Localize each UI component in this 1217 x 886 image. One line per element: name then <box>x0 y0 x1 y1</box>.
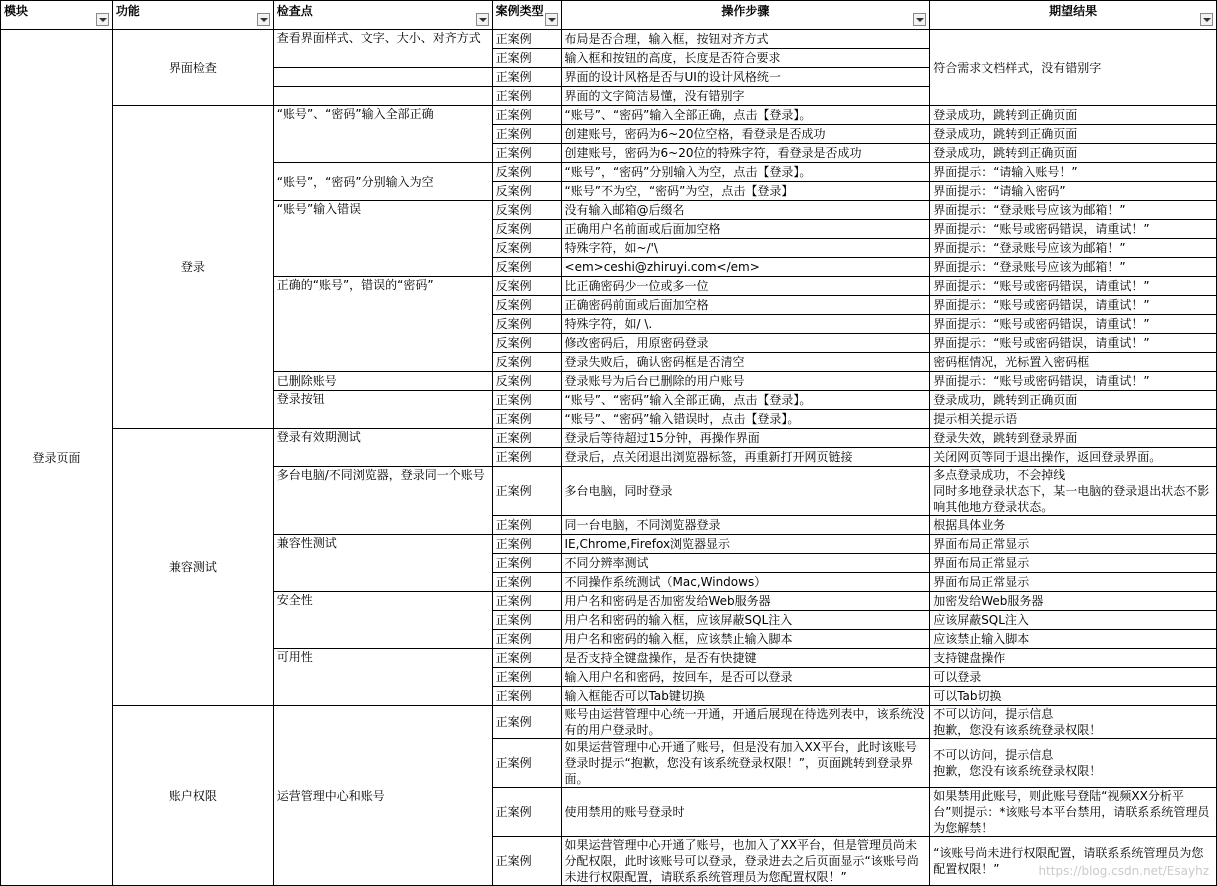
step-cell[interactable]: 不同操作系统测试（Mac,Windows） <box>561 573 930 592</box>
header-expected: 期望结果 <box>930 1 1217 30</box>
check-cell[interactable]: 安全性 <box>273 592 492 649</box>
type-cell[interactable]: 正案例 <box>492 144 561 163</box>
filter-dropdown-icon[interactable] <box>1200 13 1213 26</box>
step-cell[interactable]: 创建账号，密码为6~20位空格，看登录是否成功 <box>561 125 930 144</box>
check-cell[interactable]: 运营管理中心和账号 <box>273 706 492 886</box>
module-cell[interactable]: 登录页面 <box>1 30 113 886</box>
step-cell[interactable]: 没有输入邮箱@后缀名 <box>561 201 930 220</box>
expected-cell[interactable]: 提示相关提示语 <box>930 410 1217 429</box>
type-cell[interactable]: 正案例 <box>492 554 561 573</box>
step-cell[interactable]: 登录失败后，确认密码框是否清空 <box>561 353 930 372</box>
expected-cell[interactable]: 关闭网页等同于退出操作，返回登录界面。 <box>930 448 1217 467</box>
type-cell[interactable]: 正案例 <box>492 429 561 448</box>
expected-cell[interactable]: 登录成功，跳转到正确页面 <box>930 144 1217 163</box>
filter-dropdown-icon[interactable] <box>545 13 558 26</box>
check-cell[interactable] <box>273 68 492 87</box>
filter-dropdown-icon[interactable] <box>257 13 270 26</box>
type-cell[interactable]: 正案例 <box>492 649 561 668</box>
header-module: 模块 <box>1 1 113 30</box>
expected-cell[interactable]: 界面提示：“账号或密码错误，请重试！” <box>930 334 1217 353</box>
step-cell[interactable]: 如果运营管理中心开通了账号，但是没有加入XX平台，此时该账号登录时提示“抱歉，您没有该系统登录权限！”，页面跳转到登录界面。 <box>561 739 930 788</box>
type-cell[interactable]: 反案例 <box>492 220 561 239</box>
header-steps: 操作步骤 <box>561 1 930 30</box>
expected-cell[interactable]: 界面提示：“登录账号应该为邮箱！” <box>930 258 1217 277</box>
expected-cell[interactable]: 界面提示：“登录账号应该为邮箱！” <box>930 239 1217 258</box>
expected-cell[interactable]: 登录成功，跳转到正确页面 <box>930 391 1217 410</box>
check-cell[interactable]: 正确的“账号”，错误的“密码” <box>273 277 492 372</box>
type-cell[interactable]: 正案例 <box>492 611 561 630</box>
type-cell[interactable]: 正案例 <box>492 391 561 410</box>
step-cell[interactable]: 用户名和密码的输入框，应该屏蔽SQL注入 <box>561 611 930 630</box>
step-cell[interactable]: 创建账号，密码为6~20位的特殊字符，看登录是否成功 <box>561 144 930 163</box>
filter-dropdown-icon[interactable] <box>96 13 109 26</box>
check-cell[interactable]: “账号”、“密码”输入全部正确 <box>273 106 492 163</box>
expected-cell[interactable]: 登录成功，跳转到正确页面 <box>930 125 1217 144</box>
step-cell[interactable]: “账号”不为空，“密码”为空，点击【登录】 <box>561 182 930 201</box>
expected-cell[interactable]: 界面提示：“请输入账号！” <box>930 163 1217 182</box>
step-cell[interactable]: 输入框能否可以Tab键切换 <box>561 687 930 706</box>
check-cell[interactable]: 多台电脑/不同浏览器，登录同一个账号 <box>273 467 492 535</box>
expected-cell[interactable]: 界面提示：“账号或密码错误，请重试！” <box>930 372 1217 391</box>
expected-cell[interactable]: 登录失效，跳转到登录界面 <box>930 429 1217 448</box>
step-cell[interactable]: “账号”、“密码”输入全部正确，点击【登录】。 <box>561 106 930 125</box>
type-cell[interactable]: 反案例 <box>492 334 561 353</box>
type-cell[interactable]: 正案例 <box>492 410 561 429</box>
step-cell[interactable]: 如果运营管理中心开通了账号，也加入了XX平台，但是管理员尚未分配权限，此时该账号可以登录，登录进去之后页面显示“该账号尚未进行权限配置，请联系系统管理员为您配置权限！” <box>561 837 930 886</box>
type-cell[interactable]: 正案例 <box>492 535 561 554</box>
type-cell[interactable]: 正案例 <box>492 630 561 649</box>
type-cell[interactable]: 反案例 <box>492 372 561 391</box>
expected-cell[interactable]: 可以Tab切换 <box>930 687 1217 706</box>
expected-cell[interactable]: 界面提示：“登录账号应该为邮箱！” <box>930 201 1217 220</box>
step-cell[interactable]: 特殊字符，如~/'\ <box>561 239 930 258</box>
expected-cell[interactable]: 界面提示：“账号或密码错误，请重试！” <box>930 296 1217 315</box>
header-case-type: 案例类型 <box>492 1 561 30</box>
type-cell[interactable]: 正案例 <box>492 49 561 68</box>
check-cell[interactable]: “账号”输入错误 <box>273 201 492 277</box>
expected-cell[interactable]: 加密发给Web服务器 <box>930 592 1217 611</box>
step-cell[interactable]: “账号”、“密码”输入全部正确，点击【登录】。 <box>561 391 930 410</box>
type-cell[interactable]: 反案例 <box>492 182 561 201</box>
expected-cell[interactable]: 如果禁用此账号，则此账号登陆“视频XX分析平台”则提示：*该账号本平台禁用，请联系系统管理员为您解禁！ <box>930 788 1217 837</box>
step-cell[interactable]: 修改密码后，用原密码登录 <box>561 334 930 353</box>
type-cell[interactable]: 正案例 <box>492 448 561 467</box>
filter-dropdown-icon[interactable] <box>476 13 489 26</box>
step-cell[interactable]: 界面的文字简洁易懂，没有错别字 <box>561 87 930 106</box>
step-cell[interactable]: 是否支持全键盘操作，是否有快捷键 <box>561 649 930 668</box>
step-cell[interactable]: 不同分辨率测试 <box>561 554 930 573</box>
type-cell[interactable]: 正案例 <box>492 668 561 687</box>
check-cell[interactable]: 登录有效期测试 <box>273 429 492 467</box>
step-cell[interactable]: 登录后等待超过15分钟，再操作界面 <box>561 429 930 448</box>
step-cell[interactable]: 输入框和按钮的高度，长度是否符合要求 <box>561 49 930 68</box>
header-check-point: 检查点 <box>273 1 492 30</box>
type-cell[interactable]: 正案例 <box>492 87 561 106</box>
type-cell[interactable]: 正案例 <box>492 125 561 144</box>
type-cell[interactable]: 正案例 <box>492 706 561 739</box>
check-cell[interactable] <box>273 87 492 106</box>
step-cell[interactable]: 使用禁用的账号登录时 <box>561 788 930 837</box>
type-cell[interactable]: 正案例 <box>492 68 561 87</box>
step-cell[interactable]: 账号由运营管理中心统一开通，开通后展现在待选列表中，该系统没有的用户登录时。 <box>561 706 930 739</box>
step-cell[interactable]: 用户名和密码是否加密发给Web服务器 <box>561 592 930 611</box>
expected-cell[interactable]: 应该禁止输入脚本 <box>930 630 1217 649</box>
type-cell[interactable]: 反案例 <box>492 239 561 258</box>
type-cell[interactable]: 反案例 <box>492 201 561 220</box>
function-cell[interactable]: 兼容测试 <box>112 429 273 706</box>
type-cell[interactable]: 反案例 <box>492 296 561 315</box>
expected-cell[interactable]: 根据具体业务 <box>930 516 1217 535</box>
expected-cell[interactable]: “该账号尚未进行权限配置，请联系系统管理员为您配置权限！” <box>930 837 1217 886</box>
check-cell[interactable]: 兼容性测试 <box>273 535 492 592</box>
step-cell[interactable]: 用户名和密码的输入框，应该禁止输入脚本 <box>561 630 930 649</box>
step-cell[interactable]: 同一台电脑，不同浏览器登录 <box>561 516 930 535</box>
header-row <box>1 1 1217 30</box>
step-cell[interactable]: 界面的设计风格是否与UI的设计风格统一 <box>561 68 930 87</box>
type-cell[interactable]: 反案例 <box>492 258 561 277</box>
type-cell[interactable]: 正案例 <box>492 30 561 49</box>
step-cell[interactable]: <em>ceshi@zhiruyi.com</em> <box>561 258 930 277</box>
table-row <box>1 30 1217 49</box>
header-function: 功能 <box>112 1 273 30</box>
step-cell[interactable]: IE,Chrome,Firefox浏览器显示 <box>561 535 930 554</box>
type-cell[interactable]: 正案例 <box>492 592 561 611</box>
expected-cell[interactable]: 界面提示：“账号或密码错误，请重试！” <box>930 220 1217 239</box>
table-row <box>1 429 1217 448</box>
function-cell[interactable]: 界面检查 <box>112 30 273 106</box>
step-cell[interactable]: 输入用户名和密码，按回车，是否可以登录 <box>561 668 930 687</box>
step-cell[interactable]: “账号”、“密码”输入错误时，点击【登录】。 <box>561 410 930 429</box>
step-cell[interactable]: 布局是否合理，输入框，按钮对齐方式 <box>561 30 930 49</box>
type-cell[interactable]: 正案例 <box>492 788 561 837</box>
expected-cell[interactable]: 密码框情况，光标置入密码框 <box>930 353 1217 372</box>
check-cell[interactable]: 已删除账号 <box>273 372 492 391</box>
expected-cell[interactable]: 界面提示：“请输入密码” <box>930 182 1217 201</box>
expected-cell[interactable]: 界面提示：“账号或密码错误，请重试！” <box>930 315 1217 334</box>
type-cell[interactable]: 反案例 <box>492 277 561 296</box>
expected-cell[interactable]: 多点登录成功，不会掉线 同时多地登录状态下，某一电脑的登录退出状态不影响其他地方登录状态。 <box>930 467 1217 516</box>
step-cell[interactable]: 登录后，点关闭退出浏览器标签，再重新打开网页链接 <box>561 448 930 467</box>
expected-cell[interactable]: 界面布局正常显示 <box>930 554 1217 573</box>
table-row <box>1 706 1217 739</box>
type-cell[interactable]: 正案例 <box>492 739 561 788</box>
expected-cell[interactable]: 不可以访问，提示信息 抱歉，您没有该系统登录权限！ <box>930 706 1217 739</box>
check-cell[interactable]: 可用性 <box>273 649 492 706</box>
type-cell[interactable]: 正案例 <box>492 516 561 535</box>
expected-cell[interactable]: 支持键盘操作 <box>930 649 1217 668</box>
step-cell[interactable]: 正确用户名前面或后面加空格 <box>561 220 930 239</box>
expected-cell[interactable]: 界面提示：“账号或密码错误，请重试！” <box>930 277 1217 296</box>
expected-cell[interactable]: 不可以访问，提示信息 抱歉，您没有该系统登录权限！ <box>930 739 1217 788</box>
expected-cell[interactable]: 界面布局正常显示 <box>930 573 1217 592</box>
check-cell[interactable]: 登录按钮 <box>273 391 492 429</box>
step-cell[interactable]: 特殊字符，如/ \. <box>561 315 930 334</box>
table-row <box>1 106 1217 125</box>
type-cell[interactable]: 正案例 <box>492 573 561 592</box>
step-cell[interactable]: 比正确密码少一位或多一位 <box>561 277 930 296</box>
watermark: https://blog.csdn.net/Esayhz <box>1038 864 1209 878</box>
step-cell[interactable]: 正确密码前面或后面加空格 <box>561 296 930 315</box>
check-cell[interactable]: “账号”，“密码”分别输入为空 <box>273 163 492 201</box>
filter-dropdown-icon[interactable] <box>913 13 926 26</box>
check-cell[interactable]: 查看界面样式、文字、大小、对齐方式 <box>273 30 492 68</box>
expected-cell[interactable]: 登录成功，跳转到正确页面 <box>930 106 1217 125</box>
type-cell[interactable]: 反案例 <box>492 353 561 372</box>
expected-cell[interactable]: 界面布局正常显示 <box>930 535 1217 554</box>
step-cell[interactable]: 登录账号为后台已删除的用户账号 <box>561 372 930 391</box>
function-cell[interactable]: 账户权限 <box>112 706 273 886</box>
expected-cell[interactable]: 符合需求文档样式，没有错别字 <box>930 30 1217 106</box>
type-cell[interactable]: 正案例 <box>492 106 561 125</box>
type-cell[interactable]: 正案例 <box>492 687 561 706</box>
type-cell[interactable]: 反案例 <box>492 163 561 182</box>
step-cell[interactable]: 多台电脑，同时登录 <box>561 467 930 516</box>
expected-cell[interactable]: 可以登录 <box>930 668 1217 687</box>
expected-cell[interactable]: 应该屏蔽SQL注入 <box>930 611 1217 630</box>
function-cell[interactable]: 登录 <box>112 106 273 429</box>
step-cell[interactable]: “账号”，“密码”分别输入为空，点击【登录】。 <box>561 163 930 182</box>
type-cell[interactable]: 正案例 <box>492 837 561 886</box>
type-cell[interactable]: 反案例 <box>492 315 561 334</box>
type-cell[interactable]: 正案例 <box>492 467 561 516</box>
